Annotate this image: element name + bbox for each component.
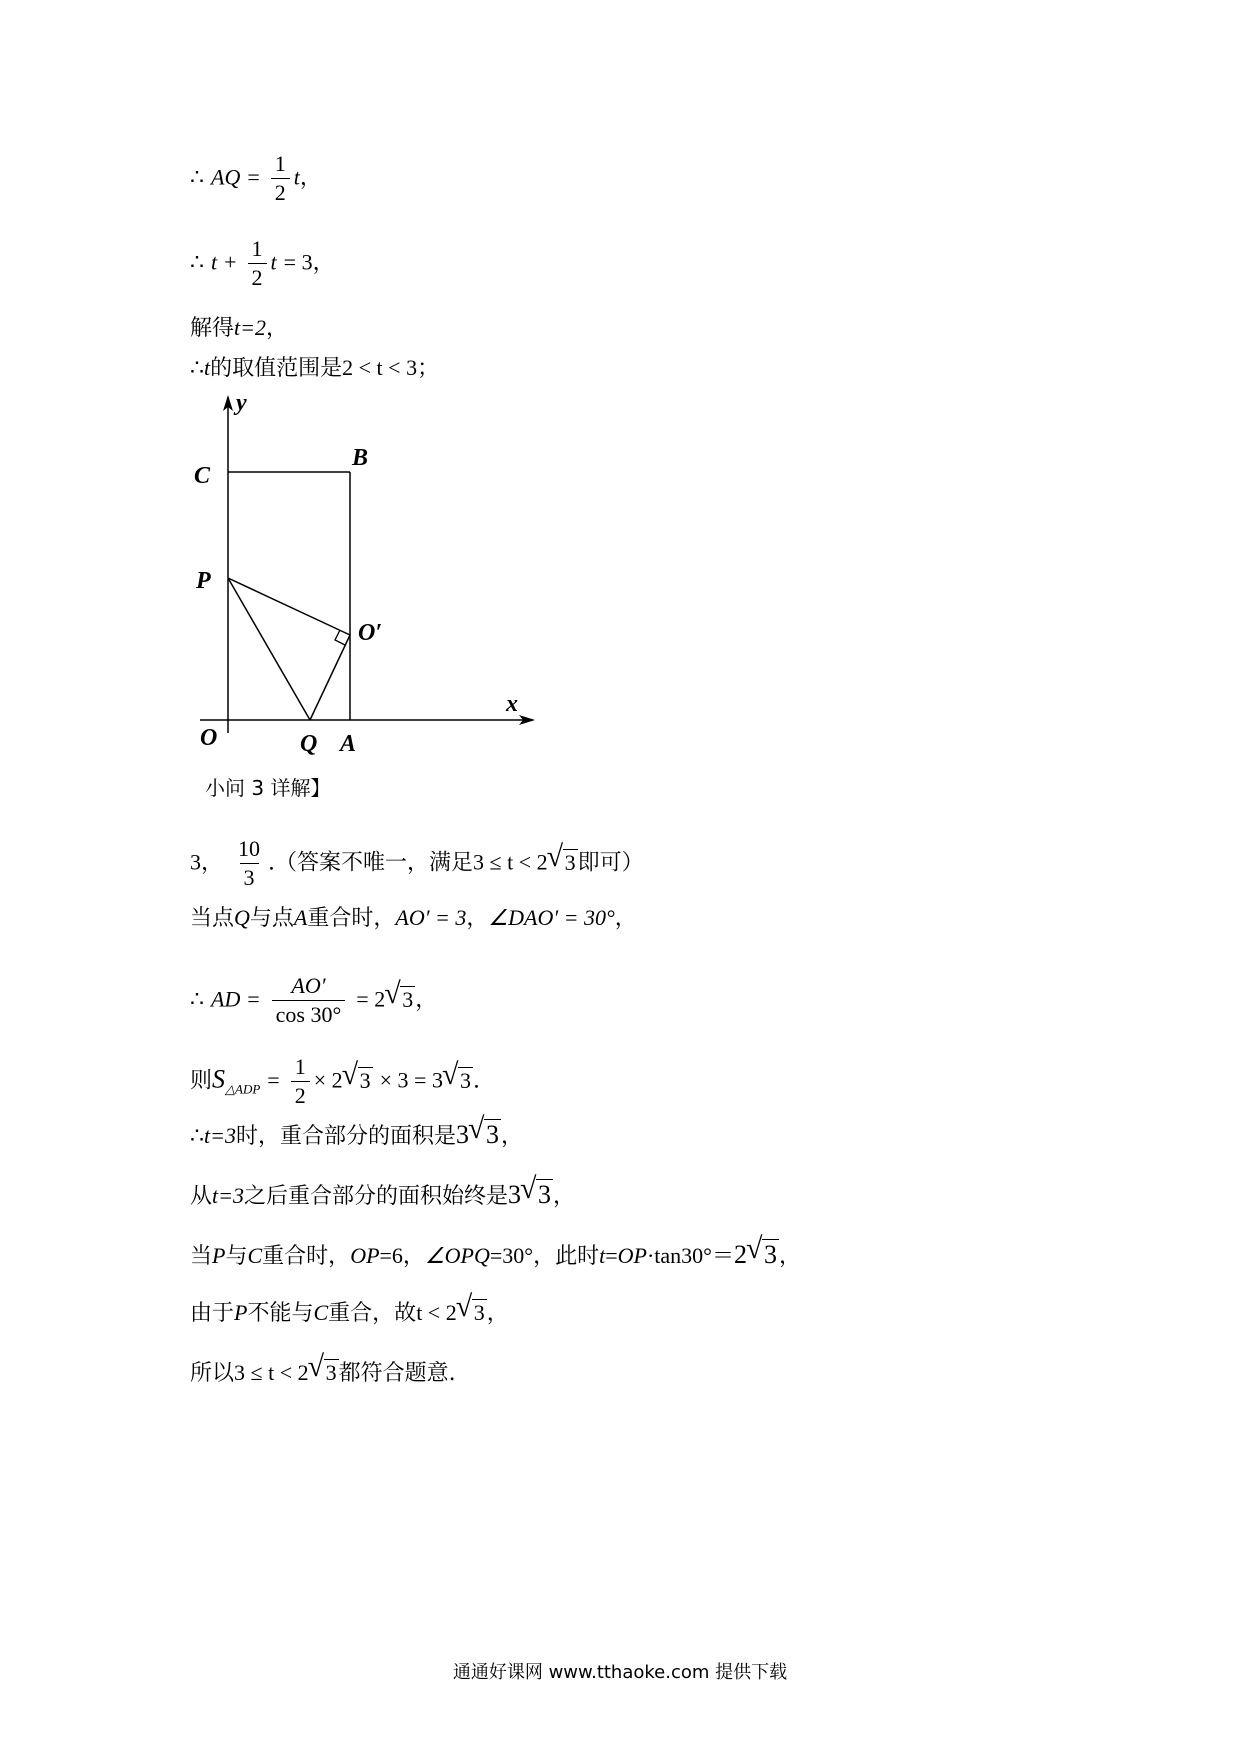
text: 重合时， xyxy=(307,906,396,931)
numerator: 10 xyxy=(238,836,261,861)
therefore-symbol: ∴ xyxy=(190,165,204,191)
expr: = xyxy=(605,1243,618,1268)
punct: ， xyxy=(778,1244,801,1269)
punct: ， xyxy=(415,987,438,1013)
line-solve xyxy=(190,313,288,344)
punct: . xyxy=(472,1068,480,1094)
radicand: 3 xyxy=(325,1360,337,1385)
text: 则 xyxy=(190,1068,213,1094)
text: 不能与 xyxy=(247,1301,314,1326)
subscript: △ADP xyxy=(225,1081,261,1097)
expr: = 3 xyxy=(283,249,313,275)
expr: ·tan30°＝ xyxy=(646,1243,734,1268)
label-b: B xyxy=(352,445,369,471)
sqrt xyxy=(444,1066,473,1096)
expr: 3 ≤ t < 2 xyxy=(234,1360,309,1385)
sqrt xyxy=(344,1066,373,1096)
therefore-symbol: ∴ xyxy=(190,1124,204,1149)
text: 即可） xyxy=(577,850,644,876)
expr: × 2 xyxy=(313,1067,343,1093)
line-answer xyxy=(190,835,644,892)
denominator: 3 xyxy=(240,863,259,892)
text: 时，重合部分的面积是 xyxy=(235,1124,456,1149)
line-after-t3 xyxy=(190,1180,575,1212)
sqrt xyxy=(458,1298,487,1328)
sqrt xyxy=(549,848,578,878)
line-coincide-pc xyxy=(190,1240,801,1272)
text: 所以 xyxy=(190,1361,235,1386)
text: .（答案不唯一，满足 xyxy=(268,850,474,876)
sqrt xyxy=(470,1120,501,1150)
segment-qo xyxy=(310,635,350,720)
expr: × 3 = 3 xyxy=(379,1067,443,1093)
expr: 3 xyxy=(508,1180,521,1209)
label-p: P xyxy=(196,568,211,594)
expr: 3 ≤ t < 2 xyxy=(473,849,548,875)
fraction xyxy=(248,235,267,292)
expr: C xyxy=(247,1243,263,1268)
punct: ， xyxy=(466,906,489,931)
expr: Q xyxy=(234,905,250,930)
text: 与 xyxy=(225,1244,248,1269)
sqrt xyxy=(748,1240,779,1270)
numerator: 1 xyxy=(294,1054,306,1079)
line-range xyxy=(190,353,439,384)
radicand: 3 xyxy=(564,849,576,875)
sqrt xyxy=(310,1358,339,1388)
text: 重合，故 xyxy=(328,1301,417,1326)
therefore-symbol: ∴ xyxy=(190,250,204,276)
text: 与点 xyxy=(249,906,294,931)
radicand: 3 xyxy=(459,1067,471,1093)
text: 之后重合部分的面积始终是 xyxy=(243,1184,508,1209)
label-c: C xyxy=(194,463,211,489)
geometry-figure xyxy=(188,395,548,770)
expr: AD = xyxy=(211,986,261,1012)
expr: 3 xyxy=(455,1120,469,1149)
line-ad xyxy=(190,972,437,1029)
expr: OP xyxy=(617,1243,647,1268)
expr: t=3 xyxy=(204,1123,236,1148)
label-y: y xyxy=(236,395,247,416)
therefore-symbol: ∴ xyxy=(190,356,204,381)
sqrt xyxy=(522,1180,553,1210)
expr: C xyxy=(313,1300,329,1325)
punct: ， xyxy=(265,316,288,341)
punct: ； xyxy=(417,356,440,381)
segment-po xyxy=(228,578,350,635)
radicand: 3 xyxy=(473,1300,485,1325)
denominator: 2 xyxy=(271,178,290,207)
punct: ， xyxy=(553,1184,576,1209)
expr: t xyxy=(211,249,218,275)
text: 当点 xyxy=(190,906,235,931)
punct: ， xyxy=(299,165,322,191)
line-aq xyxy=(190,150,322,207)
line-conclusion xyxy=(190,1358,456,1389)
expr: t=2 xyxy=(234,315,266,340)
denominator: 2 xyxy=(248,263,267,292)
expr: P xyxy=(212,1243,226,1268)
line-t3 xyxy=(190,1120,523,1152)
punct: ， xyxy=(500,1124,523,1149)
text: 小问 3 详解】 xyxy=(205,776,331,800)
denominator: cos 30° xyxy=(272,1000,346,1029)
punct: ， xyxy=(312,250,335,276)
expr: t xyxy=(599,1243,606,1268)
expr: t < 2 xyxy=(416,1300,457,1325)
expr: A xyxy=(293,905,308,930)
line-p-not-c xyxy=(190,1298,509,1329)
fraction xyxy=(234,835,264,892)
label-x: x xyxy=(506,691,518,717)
expr: 3， xyxy=(190,849,224,875)
expr: = xyxy=(267,1067,280,1093)
expr: P xyxy=(234,1300,248,1325)
line-area xyxy=(190,1053,480,1110)
text: 从 xyxy=(190,1184,213,1209)
radicand: 3 xyxy=(538,1180,551,1209)
numerator: 1 xyxy=(274,151,286,176)
expr: OP xyxy=(350,1243,380,1268)
text: 的取值范围是 xyxy=(210,356,343,381)
section-heading xyxy=(205,773,330,803)
label-q: Q xyxy=(300,731,318,757)
page-footer xyxy=(0,1658,1240,1684)
footer-text: 通通好课网 www.tthaoke.com 提供下载 xyxy=(452,1662,788,1683)
label-a: A xyxy=(340,731,357,757)
radicand: 3 xyxy=(402,986,414,1012)
radicand: 3 xyxy=(763,1240,777,1269)
therefore-symbol: ∴ xyxy=(190,987,204,1013)
numerator: AO′ xyxy=(291,973,326,998)
label-o-prime: O′ xyxy=(358,620,383,646)
text: 重合时， xyxy=(262,1244,351,1269)
expr: 2 < t < 3 xyxy=(342,355,418,380)
expr: t xyxy=(204,355,211,380)
line-equation xyxy=(190,235,335,292)
sqrt xyxy=(386,985,415,1015)
expr: AO′ = 3 xyxy=(395,905,467,930)
fraction xyxy=(291,1053,310,1110)
expr: =6， xyxy=(379,1243,425,1268)
expr: ∠DAO′ = 30° xyxy=(488,905,615,930)
segment-pq xyxy=(228,578,310,720)
expr: t xyxy=(270,249,277,275)
expr: = xyxy=(247,164,260,190)
denominator: 2 xyxy=(291,1081,310,1110)
fraction xyxy=(272,972,346,1029)
label-o: O xyxy=(200,725,218,751)
numerator: 1 xyxy=(251,236,263,261)
expr: =30°，此时 xyxy=(489,1243,600,1268)
expr: S xyxy=(212,1064,226,1094)
punct: ， xyxy=(614,906,637,931)
expr: AQ xyxy=(211,164,241,190)
expr: t=3 xyxy=(212,1183,244,1208)
text: 都符合题意. xyxy=(338,1361,456,1386)
expr: = 2 xyxy=(356,986,386,1012)
text: 由于 xyxy=(190,1301,235,1326)
expr: t xyxy=(293,164,300,190)
expr: ∠OPQ xyxy=(424,1243,490,1268)
punct: ， xyxy=(486,1301,509,1326)
line-coincide-qa xyxy=(190,903,637,934)
radicand: 3 xyxy=(485,1120,499,1149)
text: 解得 xyxy=(190,316,235,341)
fraction xyxy=(271,150,290,207)
text: 当 xyxy=(190,1244,213,1269)
radicand: 3 xyxy=(359,1067,371,1093)
expr: + xyxy=(224,249,237,275)
expr: 2 xyxy=(733,1240,747,1269)
